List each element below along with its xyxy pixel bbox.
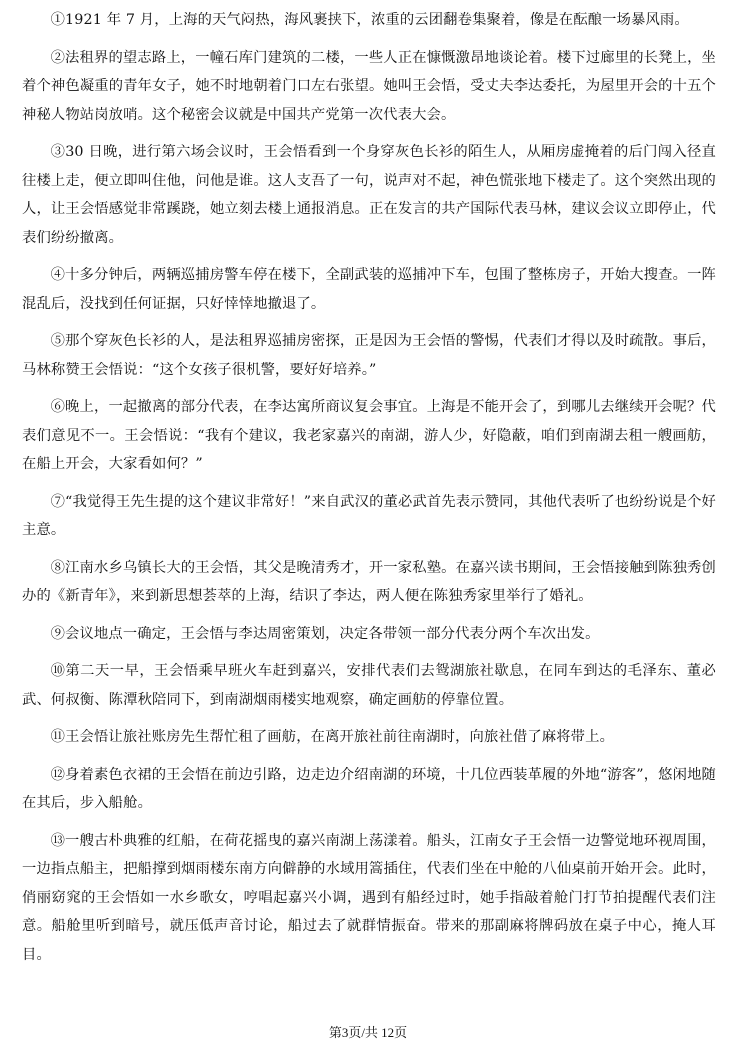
paragraph-7: ⑦“我觉得王先生提的这个建议非常好！”来自武汉的董必武首先表示赞同，其他代表听了也纷纷说是个好主意。 [22,493,716,538]
paragraph-2: ②法租界的望志路上，一幢石库门建筑的二楼，一些人正在慷慨激昂地谈论着。楼下过廊里的长凳上，坐着个神色凝重的青年女子，她不时地朝着门口左右张望。她叫王会悟，受丈夫李达委托，为屋里开会的十五个神秘人物站岗放哨。这个秘密会议就是中国共产党第一次代表大会。 [22,49,716,123]
paragraph-9: ⑨会议地点一确定，王会悟与李达周密策划，决定各带领一部分代表分两个车次出发。 [50,625,600,642]
paragraph-6: ⑥晚上，一起撤离的部分代表，在李达寓所商议复会事宜。上海是不能开会了，到哪儿去继续开会呢？代表们意见不一。王会悟说：“我有个建议，我老家嘉兴的南湖，游人少，好隐蔽，咱们到南湖去租一艘画舫，在船上开会，大家看如何？” [22,399,716,472]
paragraph-11: ⑪王会悟让旅社账房先生帮忙租了画舫，在离开旅社前往南湖时，向旅社借了麻将带上。 [50,729,615,745]
paragraph-13: ⑬一艘古朴典雅的红船，在荷花摇曳的嘉兴南湖上荡漾着。船头，江南女子王会悟一边警觉地环视周围，一边指点船主，把船撑到烟雨楼东南方向僻静的水域用篙插住，代表们坐在中舱的八仙桌前开始开会。此时，俏丽窈窕的王会悟如一水乡歌女，哼唱起嘉兴小调，遇到有船经过时，她手指敲着舱门打节拍提醒代表们注意。船舱里听到暗号，就压低声音讨论，船过去了就群情振奋。带来的那副麻将牌码放在桌子中心，掩人耳目。 [22,832,716,963]
paragraph-3: ③30 日晚，进行第六场会议时，王会悟看到一个身穿灰色长衫的陌生人，从厢房虚掩着的后门闯入径直往楼上走，便立即叫住他，问他是谁。这人支吾了一句，说声对不起，神色慌张地下楼走了。这个突然出现的人，让王会悟感觉非常蹊跷，她立刻去楼上通报消息。正在发言的共产国际代表马林，建议会议立即停止，代表们纷纷撤离。 [22,144,716,246]
article-body [22,6,716,978]
paragraph-10: ⑩第二天一早，王会悟乘早班火车赶到嘉兴，安排代表们去鸳湖旅社歇息，在同车到达的毛泽东、董必武、何叔衡、陈潭秋陪同下，到南湖烟雨楼实地观察，确定画舫的停靠位置。 [22,663,716,708]
page-number-footer: 第3页/共 12页 [328,1025,408,1040]
paragraph-1: ①1921 年 7 月，上海的天气闷热，海风裹挟下，浓重的云团翻卷集聚着，像是在酝酿一场暴风雨。 [50,12,689,28]
paragraph-4: ④十多分钟后，两辆巡捕房警车停在楼下，全副武装的巡捕冲下车，包围了整栋房子，开始大搜查。一阵混乱后，没找到任何证据，只好悻悻地撤退了。 [22,267,716,312]
paragraph-5: ⑤那个穿灰色长衫的人，是法租界巡捕房密探，正是因为王会悟的警惕，代表们才得以及时疏散。事后，马林称赞王会悟说：“这个女孩子很机警，要好好培养。” [22,333,716,378]
paragraph-12: ⑫身着素色衣裙的王会悟在前边引路，边走边介绍南湖的环境，十几位西装革履的外地“游客”，悠闲地随在其后，步入船舱。 [22,766,716,811]
paragraph-8: ⑧江南水乡乌镇长大的王会悟，其父是晚清秀才，开一家私塾。在嘉兴读书期间，王会悟接触到陈独秀创办的《新青年》，来到新思想荟萃的上海，结识了李达，两人便在陈独秀家里举行了婚礼。 [22,559,716,604]
